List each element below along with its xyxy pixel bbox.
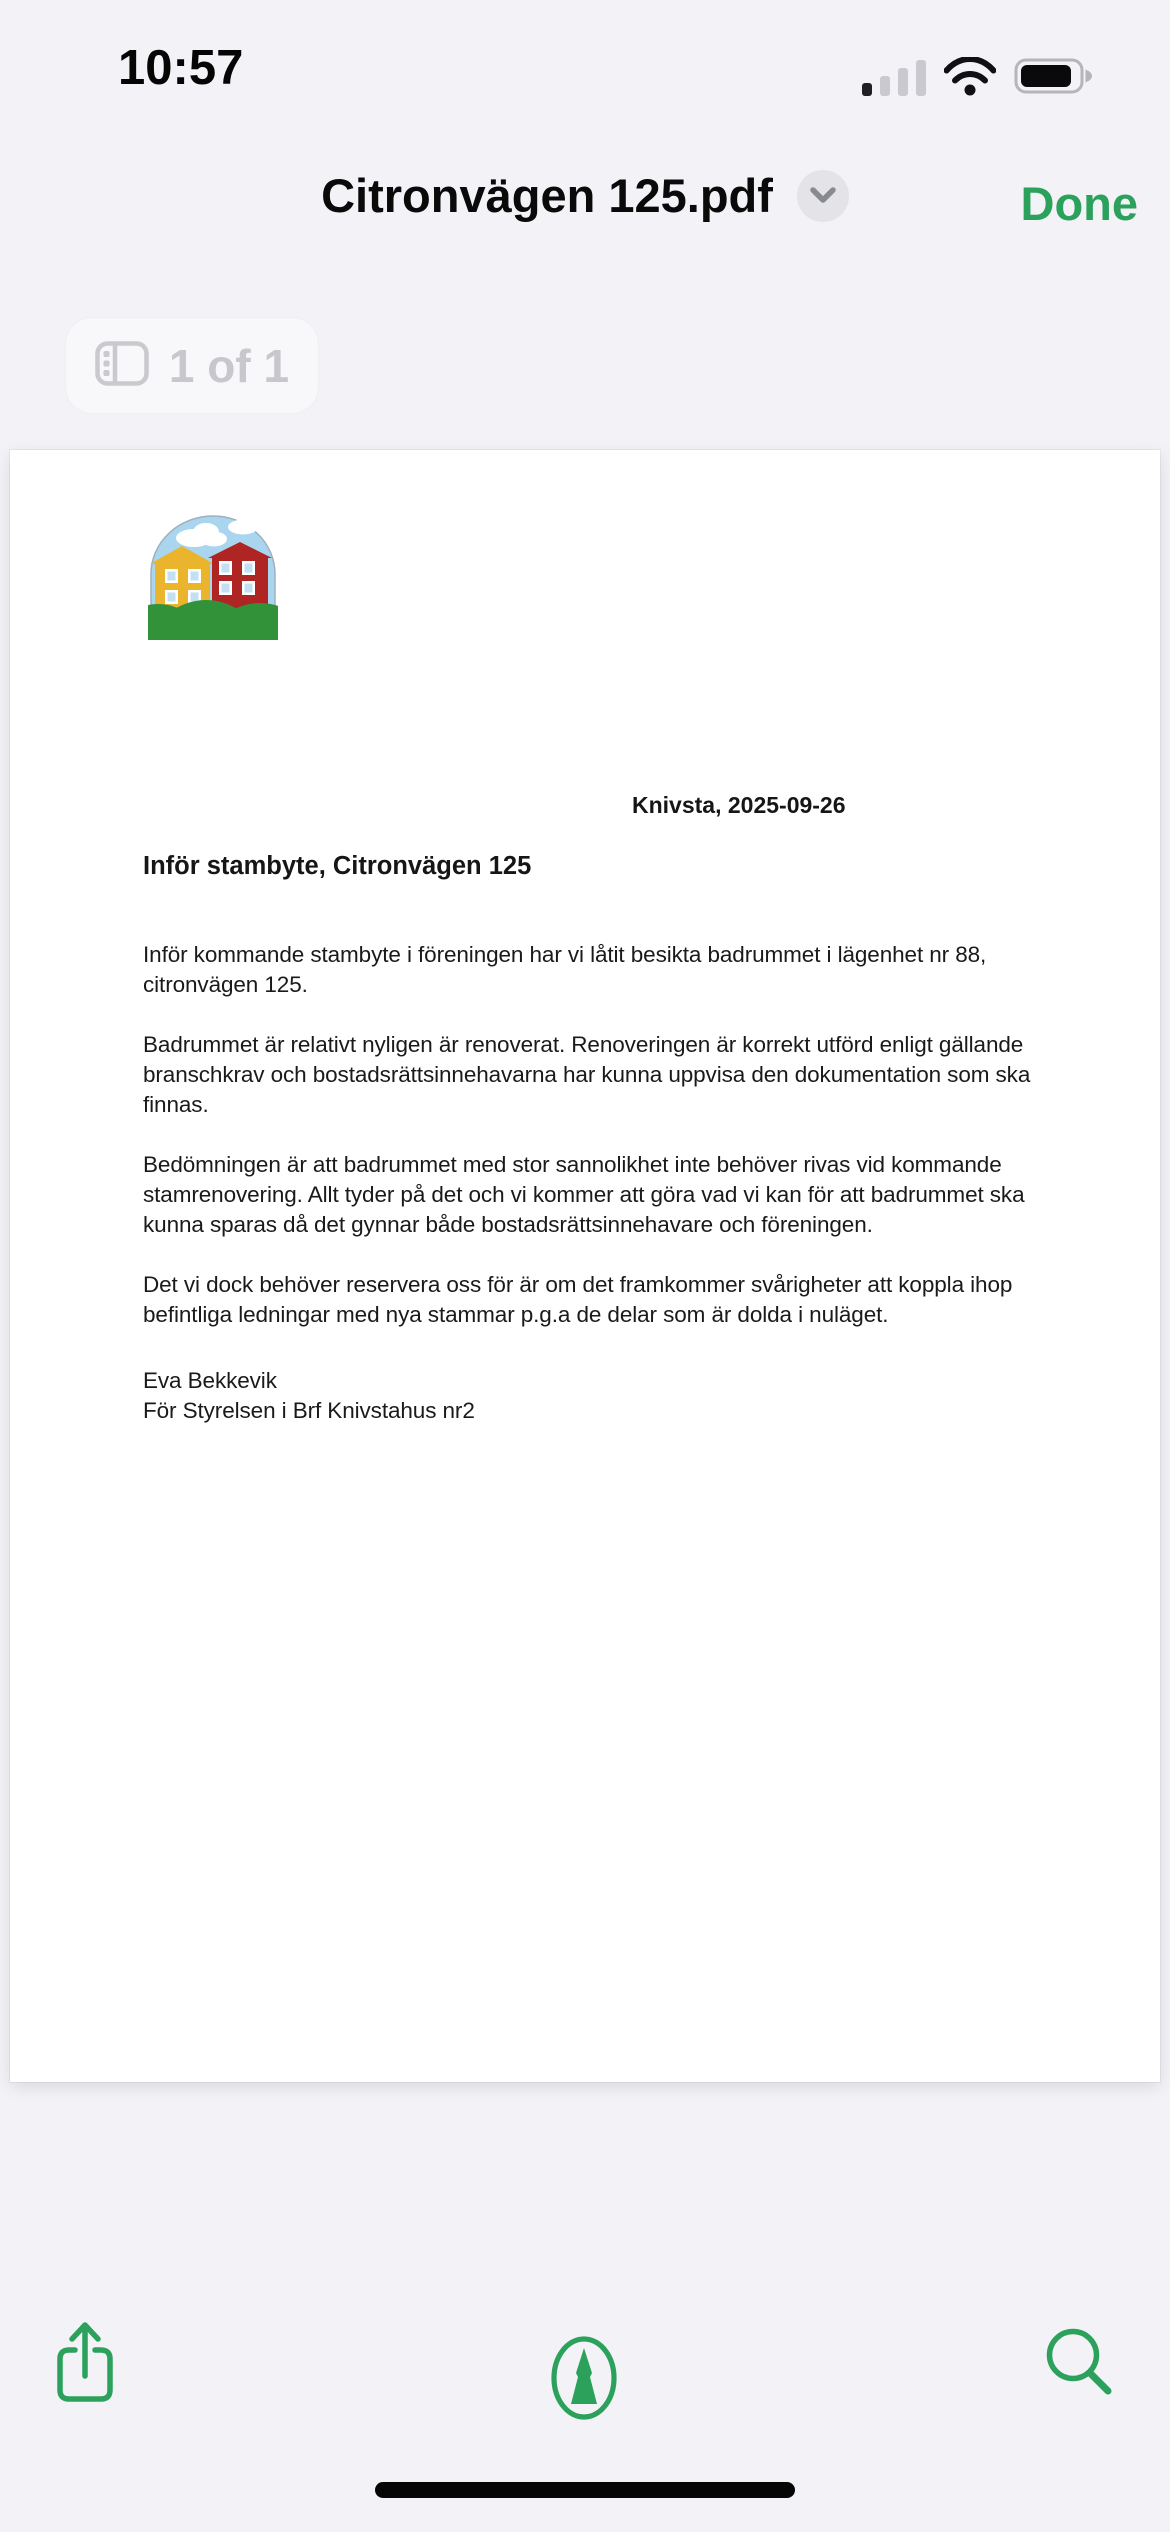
paragraph-line: citronvägen 125. [143, 972, 308, 997]
page-thumbnails-icon [95, 341, 149, 391]
battery-icon [1014, 56, 1094, 101]
brf-houses-logo [148, 508, 278, 640]
paragraph-line: stamrenovering. Allt tyder på det och vi kommer att göra vad vi kan för att badrummet ska [143, 1182, 1025, 1207]
pdf-page[interactable] [10, 450, 1160, 2082]
signature-block [143, 1366, 1063, 1426]
title-menu-button[interactable] [797, 170, 849, 222]
nav-bar [0, 168, 1170, 248]
status-bar [0, 0, 1170, 130]
markup-button[interactable] [550, 2336, 618, 2425]
paragraph-line: branschkrav och bostadsrättsinnehavarna har kunna uppvisa den dokumentation som ska [143, 1062, 1031, 1087]
paragraph [143, 1030, 1063, 1120]
search-icon [1046, 2328, 1114, 2396]
wifi-icon [944, 57, 996, 101]
done-button[interactable]: Done [1020, 177, 1138, 230]
bottom-toolbar [0, 2316, 1170, 2436]
page-indicator-button[interactable] [66, 318, 318, 413]
share-icon [55, 2320, 115, 2404]
paragraph-line: Bedömningen är att badrummet med stor sannolikhet inte behöver rivas vid kommande [143, 1152, 1002, 1177]
paragraph-line: finnas. [143, 1092, 209, 1117]
search-button[interactable] [1046, 2328, 1114, 2401]
chevron-down-icon [810, 187, 836, 204]
letter-paragraphs [143, 940, 1063, 1330]
home-indicator-handle[interactable] [375, 2482, 795, 2498]
signature-name: Eva Bekkevik [143, 1368, 277, 1393]
paragraph [143, 940, 1063, 1000]
signature-role: För Styrelsen i Brf Knivstahus nr2 [143, 1398, 475, 1423]
paragraph-line: befintliga ledningar med nya stammar p.g.a de delar som är dolda i nuläget. [143, 1302, 889, 1327]
markup-pen-icon [550, 2336, 618, 2420]
status-time: 10:57 [118, 41, 244, 95]
paragraph [143, 1150, 1063, 1240]
letter-heading: Inför stambyte, Citronvägen 125 [143, 852, 532, 880]
letter-date: Knivsta, 2025-09-26 [632, 792, 846, 818]
letter-body [143, 940, 1063, 1426]
cellular-signal-icon [862, 56, 926, 101]
paragraph-line: Badrummet är relativt nyligen är renoverat. Renoveringen är korrekt utförd enligt gällande [143, 1032, 1024, 1057]
share-button[interactable] [55, 2320, 115, 2409]
paragraph-line: Det vi dock behöver reservera oss för är om det framkommer svårigheter att koppla ihop [143, 1272, 1013, 1297]
paragraph-line: kunna sparas då det gynnar både bostadsrättsinnehavare och föreningen. [143, 1212, 873, 1237]
page-count-label: 1 of 1 [168, 339, 290, 392]
document-title: Citronvägen 125.pdf [321, 169, 773, 222]
paragraph [143, 1270, 1063, 1330]
paragraph-line: Inför kommande stambyte i föreningen har vi låtit besikta badrummet i lägenhet nr 88, [143, 942, 987, 967]
green-hills [148, 600, 278, 640]
